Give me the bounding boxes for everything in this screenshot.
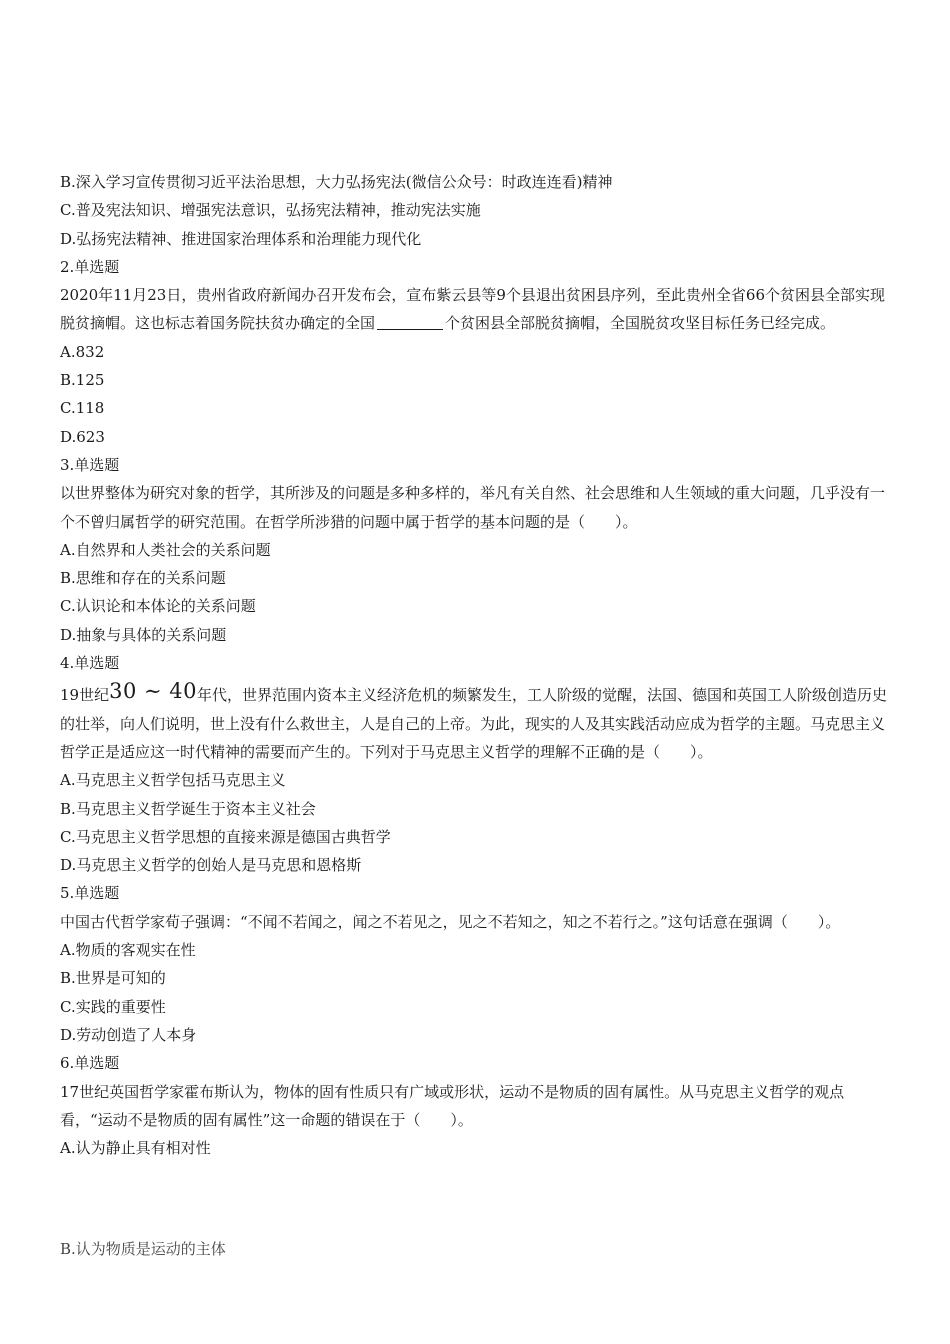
q4-option-d: D.马克思主义哲学的创始人是马克思和恩格斯 (60, 856, 362, 875)
q6-option-a: A.认为静止具有相对性 (60, 1139, 211, 1158)
q2-option-b: B.125 (60, 371, 105, 390)
q1-option-b: B.深入学习宣传贯彻习近平法治思想，大力弘扬宪法(微信公众号：时政连连看)精神 (60, 173, 613, 191)
q5-option-d: D.劳动创造了人本身 (60, 1025, 197, 1044)
q4-option-b: B.马克思主义哲学诞生于资本主义社会 (60, 799, 316, 818)
q3-stem: 以世界整体为研究对象的哲学，其所涉及的问题是多种多样的，举凡有关自然、社会思维和人生领域的重大问题，几乎没有一个不曾归属哲学的研究范围。在哲学所涉猎的问题中属于哲学的基本问题的是（ ）。 (60, 484, 886, 531)
q5-stem: 中国古代哲学家荀子强调：“不闻不若闻之，闻之不若见之，见之不若知之，知之不若行之。”这句话意在强调（ ）。 (60, 912, 841, 931)
q2-option-a: A.832 (60, 342, 105, 361)
question-list (60, 168, 890, 1162)
q6-option-b-cutoff (60, 1240, 890, 1266)
q6-option-b: B.认为物质是运动的主体 (60, 1240, 226, 1258)
q4-stem-prefix: 19世纪 (60, 686, 110, 705)
q5-option-c: C.实践的重要性 (60, 997, 166, 1016)
answer-blank (377, 311, 443, 330)
q4-stem-rest: 年代，世界范围内资本主义经济危机的频繁发生，工人阶级的觉醒，法国、德国和英国工人阶级创造历史的壮举，向人们说明，世上没有什么救世主，人是自己的上帝。为此，现实的人及其实践活动应成为哲学的主题。马克思主义哲学正是适应这一时代精神的需要而产生的。下列对于马克思主义哲学的理解不正确的是（ ）。 (60, 686, 887, 761)
q2-stem (60, 281, 890, 338)
q4-option-a: A.马克思主义哲学包括马克思主义 (60, 771, 286, 790)
q2-stem-before: 2020年11月23日，贵州省政府新闻办召开发布会，宣布紫云县等9个县退出贫困县序列，至此贵州全省66个贫困县全部实现脱贫摘帽。这也标志着国务院扶贫办确定的全国 (60, 286, 885, 333)
q3-header: 3.单选题 (60, 455, 120, 474)
q5-option-a: A.物质的客观实在性 (60, 941, 196, 960)
q4-option-c: C.马克思主义哲学思想的直接来源是德国古典哲学 (60, 827, 391, 846)
q2-option-d: D.623 (60, 427, 105, 446)
q5-header: 5.单选题 (60, 884, 120, 903)
q5-option-b: B.世界是可知的 (60, 969, 166, 988)
q6-stem: 17世纪英国哲学家霍布斯认为，物体的固有性质只有广域或形状，运动不是物质的固有属性。从马克思主义哲学的观点看，“运动不是物质的固有属性”这一命题的错误在于（ ）。 (60, 1082, 845, 1129)
q2-option-c: C.118 (60, 399, 105, 418)
q1-option-c: C.普及宪法知识、增强宪法意识，弘扬宪法精神，推动宪法实施 (60, 201, 481, 220)
q4-year-range-math: 30 ∼ 40 (109, 679, 197, 704)
q2-header: 2.单选题 (60, 257, 120, 276)
q3-option-b: B.思维和存在的关系问题 (60, 569, 226, 588)
q4-header: 4.单选题 (60, 654, 120, 673)
q6-header: 6.单选题 (60, 1054, 120, 1073)
q3-option-d: D.抽象与具体的关系问题 (60, 625, 227, 644)
q4-stem (60, 677, 890, 766)
q3-option-a: A.自然界和人类社会的关系问题 (60, 540, 271, 559)
q2-stem-after: 个贫困县全部脱贫摘帽，全国脱贫攻坚目标任务已经完成。 (445, 314, 836, 333)
q1-option-d: D.弘扬宪法精神、推进国家治理体系和治理能力现代化 (60, 229, 422, 248)
q3-option-c: C.认识论和本体论的关系问题 (60, 597, 256, 616)
